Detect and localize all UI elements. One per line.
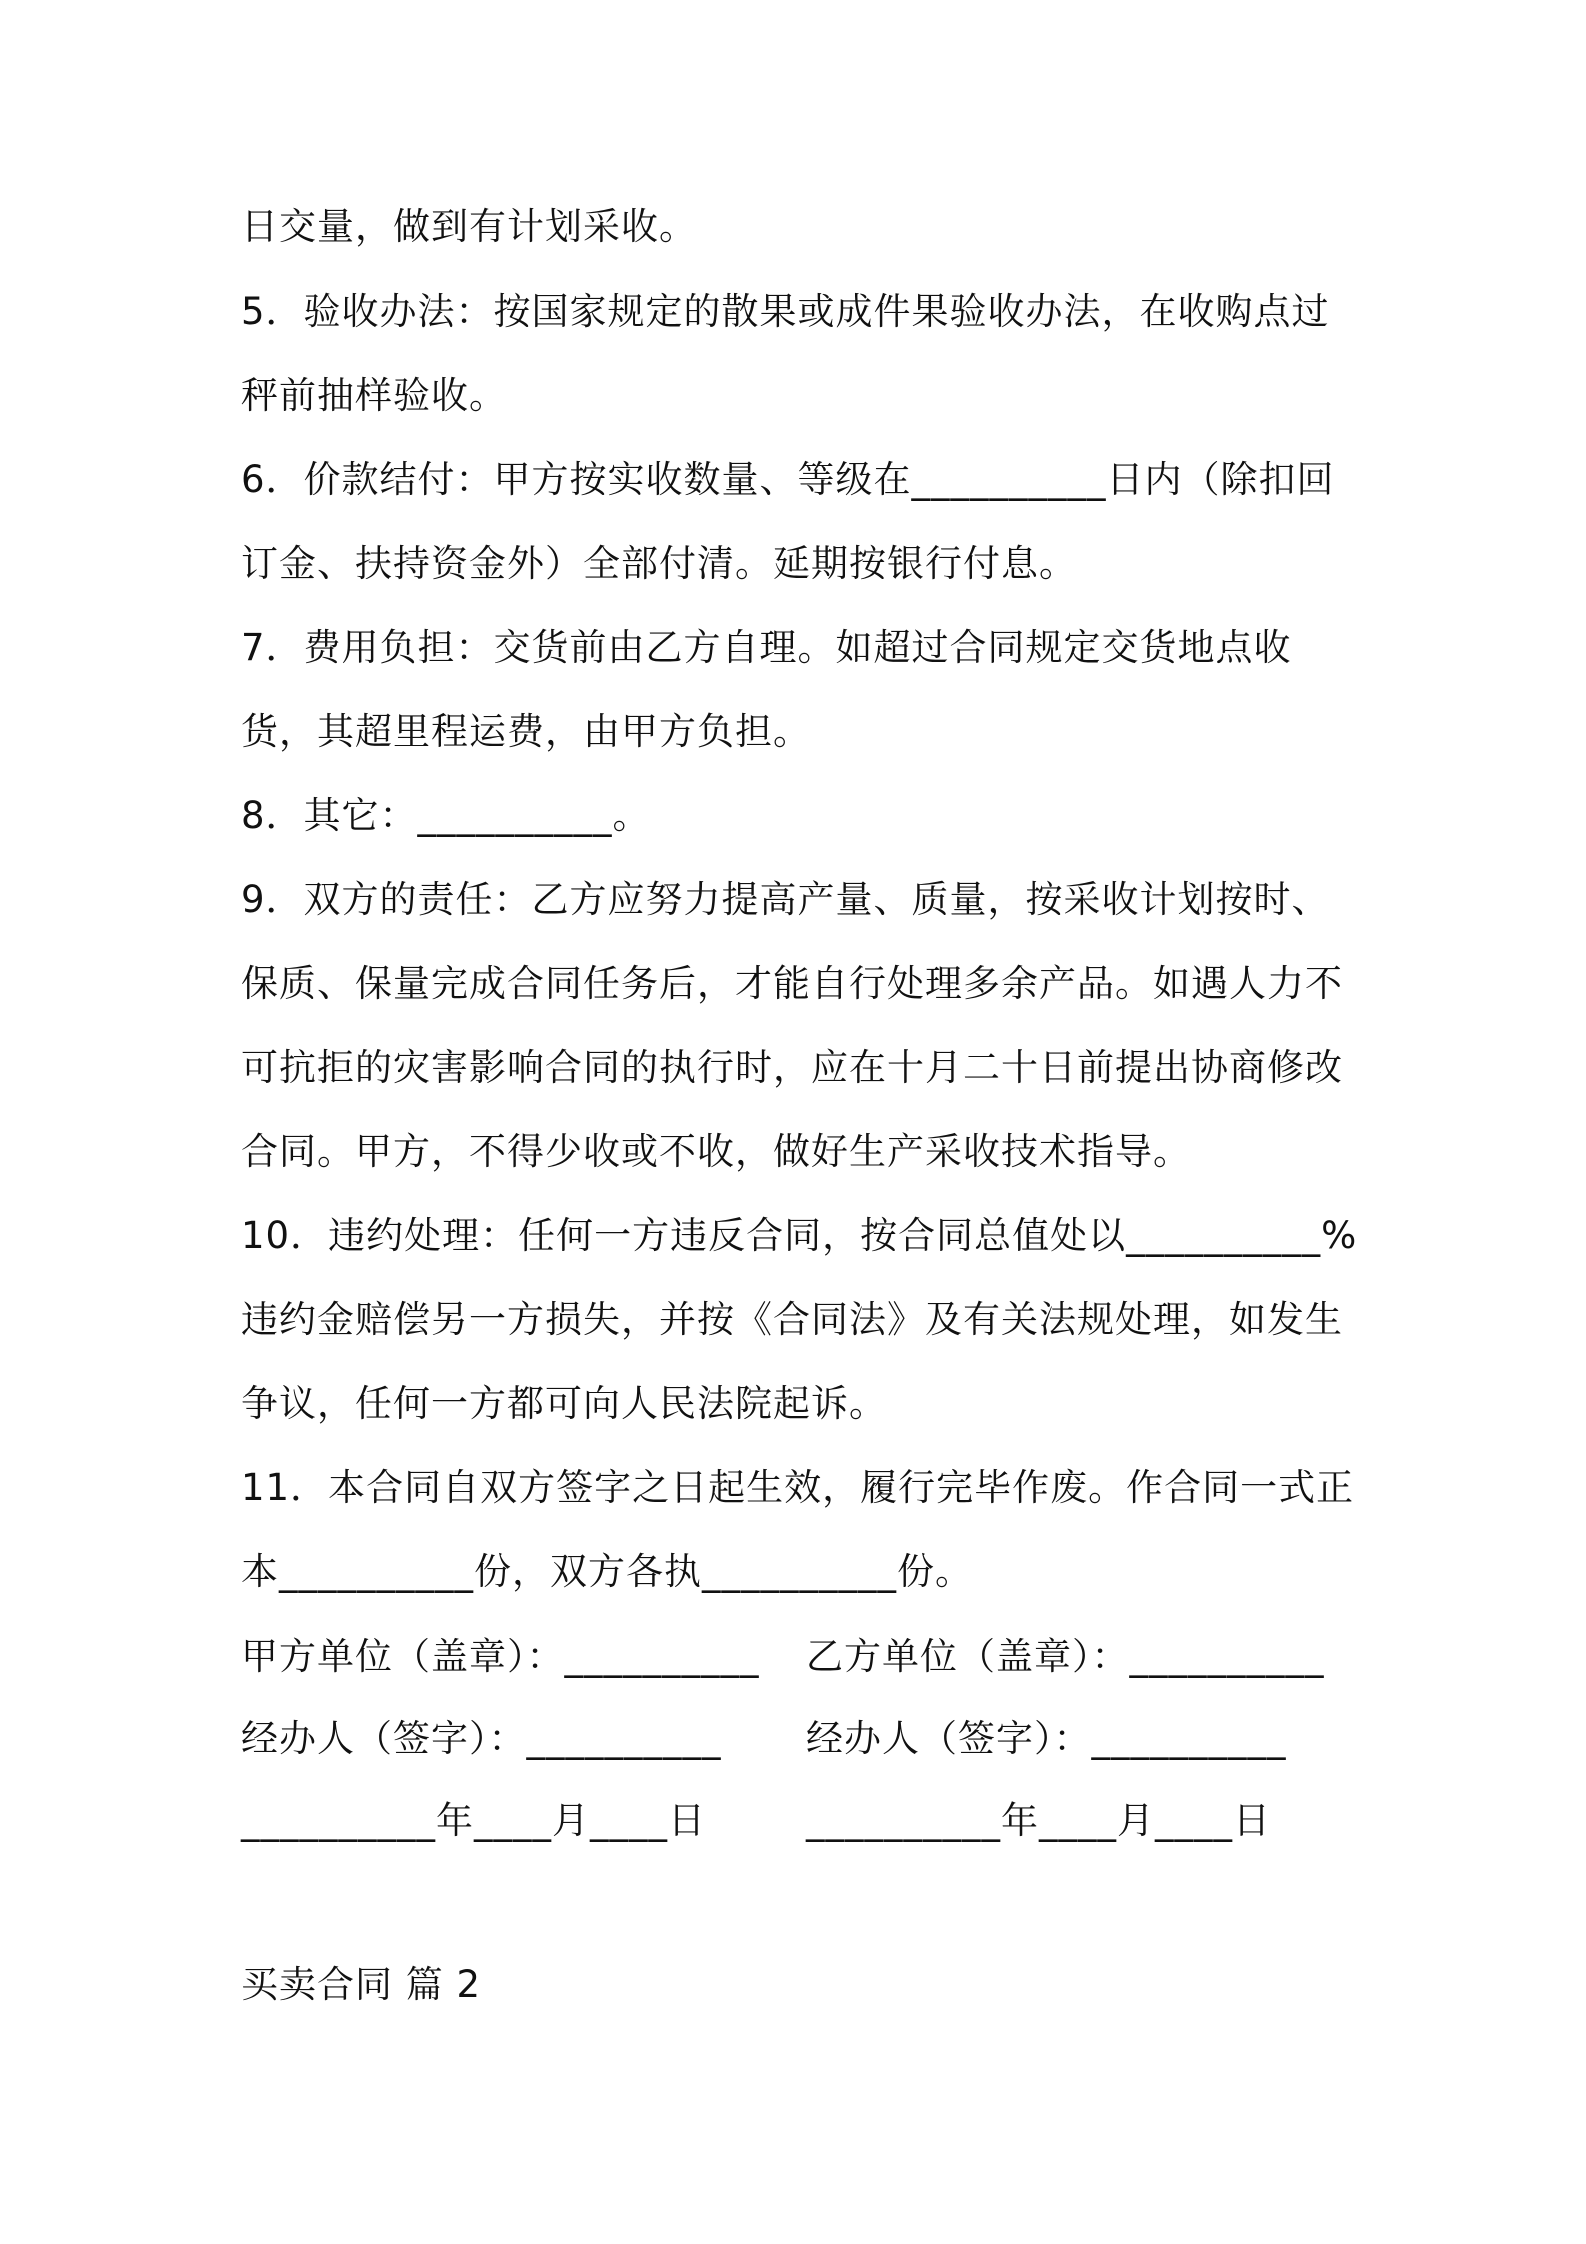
clause-7-costs: 7．费用负担：交货前由乙方自理。如超过合同规定交货地点收货，其超里程运费，由甲方负担。: [241, 626, 1292, 753]
party-a-unit-seal: 甲方单位（盖章）：__________: [241, 1635, 760, 1678]
paragraph-continuation: 日交量，做到有计划采收。: [241, 205, 697, 248]
clause-8-other: 8．其它：__________。: [241, 794, 651, 837]
clause-11-effectiveness: 11．本合同自双方签字之日起生效，履行完毕作废。作合同一式正本__________份，双方各执__________份。: [241, 1466, 1355, 1593]
clause-5-inspection: 5．验收办法：按国家规定的散果或成件果验收办法，在收购点过秤前抽样验收。: [241, 290, 1330, 417]
section-title: 买卖合同 篇 2: [241, 1963, 482, 2006]
party-b-date: __________年____月____日: [806, 1799, 1271, 1842]
clause-10-breach: 10．违约处理：任何一方违反合同，按合同总值处以__________%违约金赔偿另一方损失，并按《合同法》及有关法规处理，如发生争议，任何一方都可向人民法院起诉。: [241, 1214, 1358, 1425]
clause-9-responsibilities: 9．双方的责任：乙方应努力提高产量、质量，按采收计划按时、保质、保量完成合同任务后，才能自行处理多余产品。如遇人力不可抗拒的灾害影响合同的执行时，应在十月二十日前提出协商修改合同。甲方，不得少收或不收，做好生产采收技术指导。: [241, 878, 1343, 1173]
party-a-date: __________年____月____日: [241, 1799, 706, 1842]
clause-6-payment: 6．价款结付：甲方按实收数量、等级在__________日内（除扣回订金、扶持资金外）全部付清。延期按银行付息。: [241, 458, 1335, 585]
party-a-agent-signature: 经办人（签字）：__________: [241, 1717, 722, 1760]
party-b-agent-signature: 经办人（签字）：__________: [806, 1717, 1287, 1760]
party-b-unit-seal: 乙方单位（盖章）：__________: [806, 1635, 1325, 1678]
